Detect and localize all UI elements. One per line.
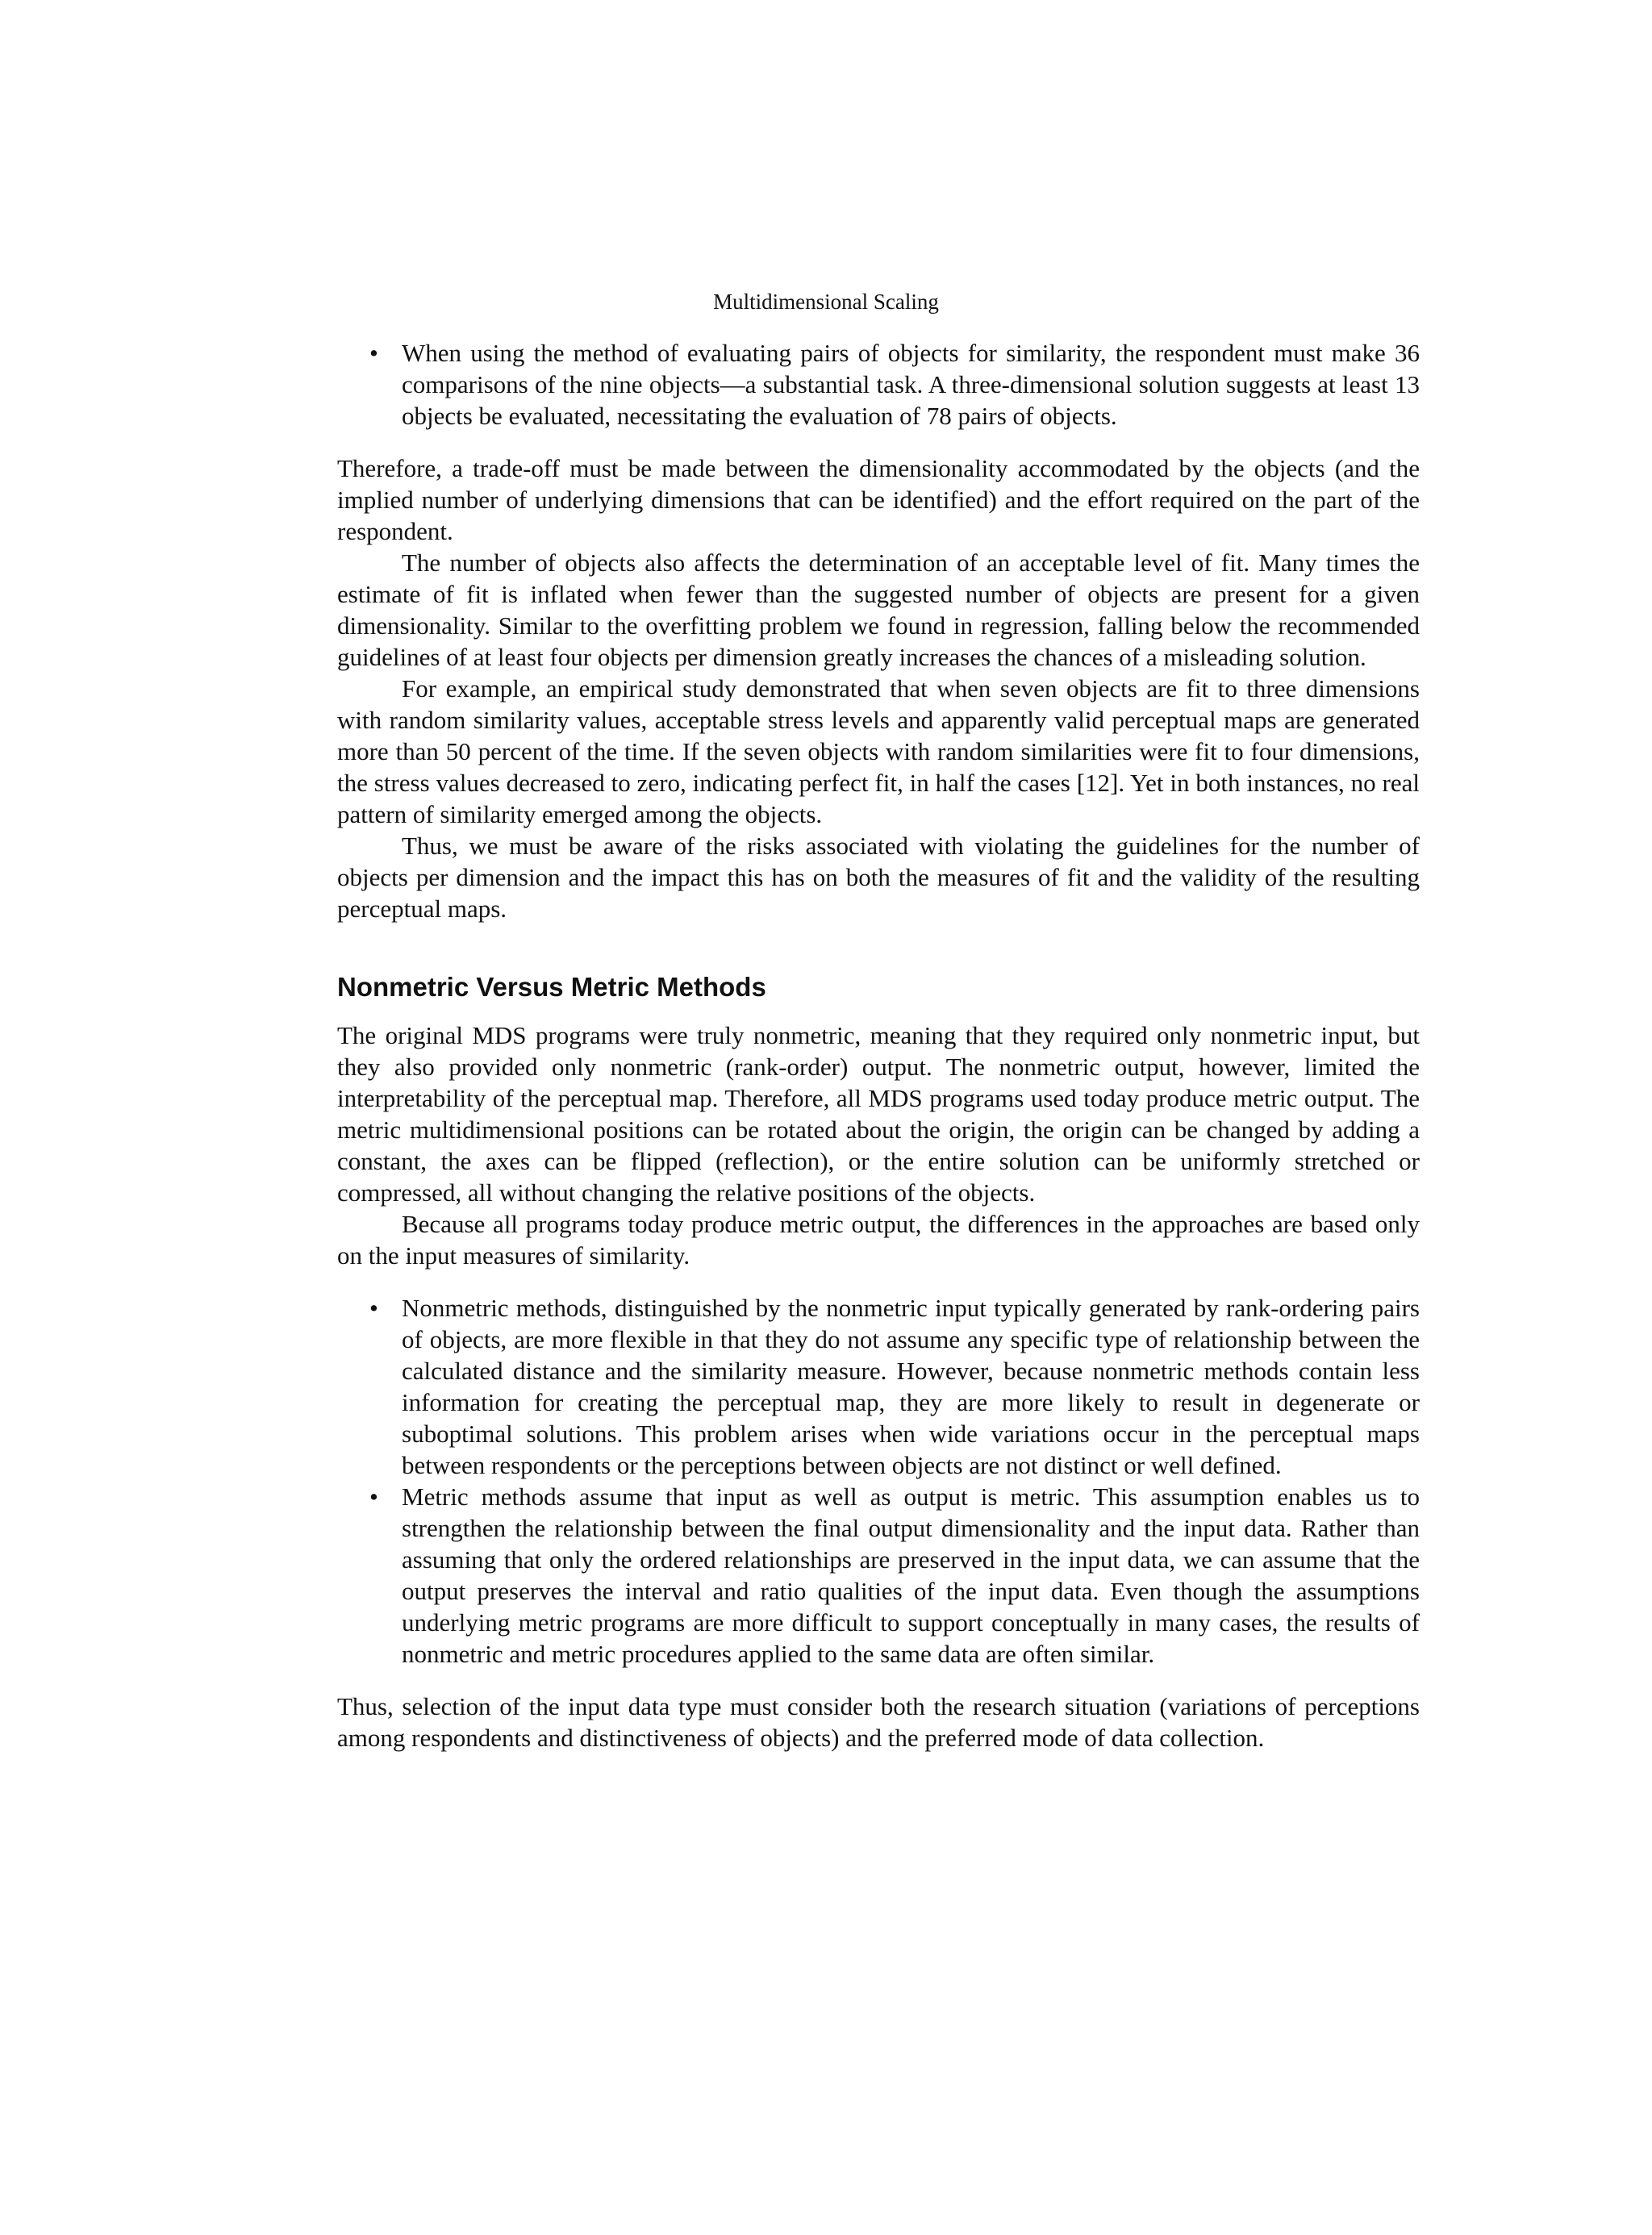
bullet-icon: • (369, 339, 378, 367)
running-header: Multidimensional Scaling (713, 290, 939, 314)
method-bullet-list (337, 1292, 1420, 1670)
paragraph: Thus, we must be aware of the risks associated with violating the guidelines for the number of objects per dimension and the impact this has on both the measures of fit and the validity of the resulting perceptual maps. (337, 832, 1420, 923)
paragraph: The number of objects also affects the determination of an acceptable level of fit. Many times the estimate of fit is inflated when fewer than the suggested number of objects are present for a given dimensionality. Similar to the overfitting problem we found in regression, falling below the recommended guidelines of at least four objects per dimension greatly increases the chances of a misleading solution. (337, 548, 1420, 671)
bullet-icon: • (369, 1294, 378, 1322)
closing-paragraph: Thus, selection of the input data type must consider both the research situation (variations of perceptions among respondents and distinctiveness of objects) and the preferred mode of data collection. (337, 1692, 1420, 1752)
bullet-item (337, 1481, 1420, 1670)
paragraph: Therefore, a trade-off must be made between the dimensionality accommodated by the objects (and the implied number of underlying dimensions that can be identified) and the effort required on the part of the respondent. (337, 454, 1420, 545)
paragraph: The original MDS programs were truly nonmetric, meaning that they required only nonmetric input, but they also provided only nonmetric (rank-order) output. The nonmetric output, however, limited the interpretability of the perceptual map. Therefore, all MDS programs used today produce metric output. The metric multidimensional positions can be rotated about the origin, the origin can be changed by adding a constant, the axes can be flipped (reflection), or the entire solution can be uniformly stretched or compressed, all without changing the relative positions of the objects. (337, 1021, 1420, 1207)
bullet-text: Nonmetric methods, distinguished by the nonmetric input typically generated by rank-ordering pairs of objects, are more flexible in that they do not assume any specific type of relationship between the calculated distance and the similarity measure. However, because nonmetric methods contain less information for creating the perceptual map, they are more likely to result in degenerate or suboptimal solutions. This problem arises when wide variations occur in the perceptual maps between respondents or the perceptions between objects are not distinct or well defined. (402, 1294, 1420, 1479)
bullet-item (337, 1292, 1420, 1481)
top-bullet-list (337, 337, 1420, 432)
paragraph: For example, an empirical study demonstrated that when seven objects are fit to three dimensions with random similarity values, acceptable stress levels and apparently valid perceptual maps are generated more than 50 percent of the time. If the seven objects with random similarities were fit to four dimensions, the stress values decreased to zero, indicating perfect fit, in half the cases [12]. Yet in both instances, no real pattern of similarity emerged among the objects. (337, 674, 1420, 828)
bullet-icon: • (369, 1482, 378, 1511)
section-heading: Nonmetric Versus Metric Methods (337, 972, 766, 1002)
paragraph: Because all programs today produce metric output, the differences in the approaches are based only on the input measures of similarity. (337, 1210, 1420, 1270)
bullet-text: When using the method of evaluating pairs of objects for similarity, the respondent must make 36 comparisons of the nine objects—a substantial task. A three-dimensional solution suggests at least 13 objects be evaluated, necessitating the evaluation of 78 pairs of objects. (402, 339, 1420, 430)
bullet-text: Metric methods assume that input as well as output is metric. This assumption enables us to strengthen the relationship between the final output dimensionality and the input data. Rather than assuming that only the ordered relationships are preserved in the input data, we can assume that the output preserves the interval and ratio qualities of the input data. Even though the assumptions underlying metric programs are more difficult to support conceptually in many cases, the results of nonmetric and metric procedures applied to the same data are often similar. (402, 1482, 1420, 1668)
bullet-item (337, 337, 1420, 432)
body-text (337, 337, 1420, 1753)
